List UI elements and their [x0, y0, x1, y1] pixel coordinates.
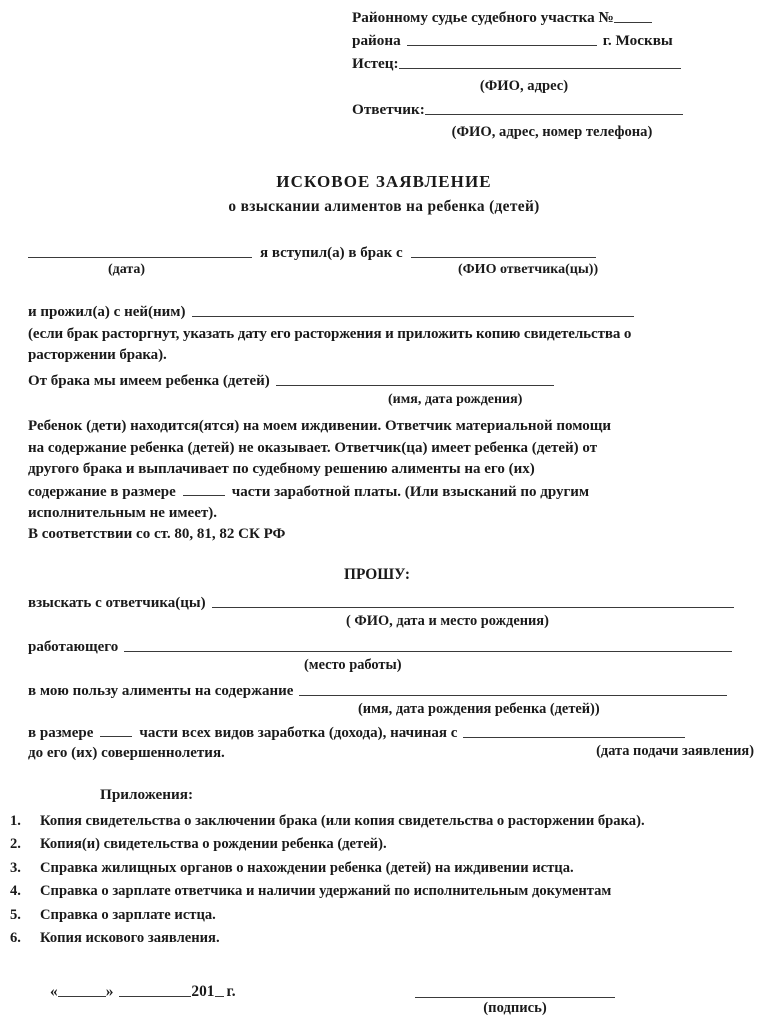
addressee-block	[352, 6, 752, 144]
list-item-number: 6.	[10, 930, 21, 947]
plaintiff-caption: (ФИО, адрес)	[479, 78, 569, 94]
attachments-list	[8, 810, 760, 950]
defendant-label: Ответчик:	[352, 101, 425, 118]
support-share-suffix: части заработной платы. (Или взысканий по другим	[231, 483, 590, 500]
list-item	[8, 833, 760, 856]
list-item-number: 2.	[10, 836, 21, 853]
employment-blank[interactable]	[124, 637, 732, 652]
support-share-prefix: содержание в размере	[28, 483, 176, 500]
list-item	[8, 810, 760, 833]
signature-caption: (подпись)	[483, 1000, 547, 1016]
start-date-blank[interactable]	[463, 723, 685, 738]
collect-from-blank[interactable]	[212, 593, 734, 608]
list-item-text: Справка о зарплате ответчика и наличии удержаний по исполнительным документам	[40, 883, 612, 900]
cohabitation-label: и прожил(а) с ней(ним)	[28, 304, 186, 320]
divorce-note-line1: (если брак расторгнут, указать дату его расторжения и приложить копию свидетельства о	[28, 325, 632, 342]
divorce-note-line2: расторжении брака).	[28, 347, 167, 363]
list-item-text: Копия свидетельства о заключении брака (или копия свидетельства о расторжении брака).	[40, 813, 645, 829]
children-blank[interactable]	[276, 371, 554, 386]
marriage-date-blank[interactable]	[28, 243, 252, 258]
support-line-2: на содержание ребенка (детей) не оказывает. Ответчик(ца) имеет ребенка (детей) от	[28, 439, 598, 456]
children-line	[28, 371, 744, 393]
caption-filing-date: (дата подачи заявления)	[596, 743, 754, 759]
marriage-text: я вступил(а) в брак с	[260, 244, 403, 261]
until-majority-line: до его (их) совершеннолетия.	[28, 745, 225, 761]
employment-label: работающего	[28, 639, 119, 655]
request-heading: ПРОШУ:	[344, 566, 410, 583]
caption-workplace: (место работы)	[304, 657, 402, 673]
court-label: Районному судье судебного участка №	[352, 9, 614, 26]
page-subtitle: о взыскании алиментов на ребенка (детей)	[228, 198, 540, 215]
support-line-5: исполнительным не имеет).	[28, 505, 217, 522]
year-suffix: г.	[226, 983, 236, 1001]
amount-line	[28, 722, 748, 744]
court-number-blank[interactable]	[614, 8, 652, 23]
district-name-blank[interactable]	[407, 31, 597, 46]
list-item-number: 4.	[10, 883, 21, 900]
cohabitation-block	[28, 302, 744, 367]
support-share-blank[interactable]	[183, 481, 225, 496]
marriage-captions	[28, 262, 744, 282]
caption-child-name-dob-2: (имя, дата рождения ребенка (детей))	[358, 701, 600, 717]
caption-defendant-fio: (ФИО ответчика(цы))	[458, 262, 599, 277]
caption-child-name-dob: (имя, дата рождения)	[388, 392, 523, 407]
list-item	[8, 927, 760, 950]
amount-share-blank[interactable]	[100, 722, 132, 737]
court-line	[352, 6, 752, 29]
city-label: г. Москвы	[602, 32, 673, 49]
children-label: От брака мы имеем ребенка (детей)	[28, 373, 270, 389]
list-item-number: 3.	[10, 859, 21, 876]
amount-suffix: части всех видов заработка (дохода), начиная с	[139, 724, 458, 741]
support-paragraph	[28, 416, 746, 525]
list-item-number: 5.	[10, 906, 21, 923]
signature-block	[415, 982, 615, 1017]
list-item-text: Копия искового заявления.	[40, 930, 220, 947]
day-blank[interactable]	[58, 982, 106, 997]
support-line-3: другого брака и выплачивает по судебному решению алименты на его (их)	[28, 461, 535, 478]
cohabitation-blank[interactable]	[192, 302, 634, 317]
district-label: района	[352, 32, 401, 49]
page-title: ИСКОВОЕ ЗАЯВЛЕНИЕ	[276, 172, 492, 191]
year-digit-blank[interactable]	[215, 982, 224, 997]
legal-basis-line: В соответствии со ст. 80, 81, 82 СК РФ	[28, 526, 286, 542]
list-item-text: Справка жилищных органов о нахождении ребенка (детей) на иждивении истца.	[40, 859, 574, 876]
cohabitation-line	[28, 302, 744, 324]
amount-prefix: в размере	[28, 724, 94, 741]
defendant-line	[352, 98, 752, 121]
list-item	[8, 904, 760, 927]
signature-blank[interactable]	[415, 982, 615, 998]
in-my-favor-label: в мою пользу алименты на содержание	[28, 683, 294, 699]
defendant-caption: (ФИО, адрес, номер телефона)	[451, 124, 653, 140]
list-item-text: Справка о зарплате истца.	[40, 906, 216, 923]
collect-from-label: взыскать с ответчика(цы)	[28, 595, 206, 611]
in-my-favor-line	[28, 681, 744, 703]
list-item	[8, 857, 760, 880]
district-line	[352, 29, 752, 52]
marriage-line	[28, 243, 744, 262]
support-line-1: Ребенок (дети) находится(ятся) на моем иждивении. Ответчик материальной помощи	[28, 418, 612, 434]
in-my-favor-blank[interactable]	[299, 681, 727, 696]
signing-date-line	[50, 982, 236, 1001]
plaintiff-line	[352, 52, 752, 75]
plaintiff-label: Истец:	[352, 55, 399, 72]
quote-close: »	[105, 983, 114, 1001]
defendant-blank[interactable]	[425, 100, 683, 115]
year-prefix: 201	[191, 983, 215, 1001]
caption-defendant-fio-dob: ( ФИО, дата и место рождения)	[346, 613, 549, 629]
caption-date: (дата)	[108, 262, 146, 277]
month-blank[interactable]	[119, 982, 191, 997]
marriage-defendant-blank[interactable]	[411, 243, 596, 258]
support-line-4	[28, 481, 746, 503]
list-item-number: 1.	[10, 813, 21, 829]
attachments-title: Приложения:	[100, 786, 194, 803]
list-item-text: Копия(и) свидетельства о рождении ребенка (детей).	[40, 836, 387, 853]
employment-line	[28, 637, 744, 659]
list-item	[8, 880, 760, 903]
collect-from-line	[28, 593, 744, 615]
plaintiff-blank[interactable]	[399, 54, 681, 69]
quote-open: «	[50, 983, 58, 1001]
